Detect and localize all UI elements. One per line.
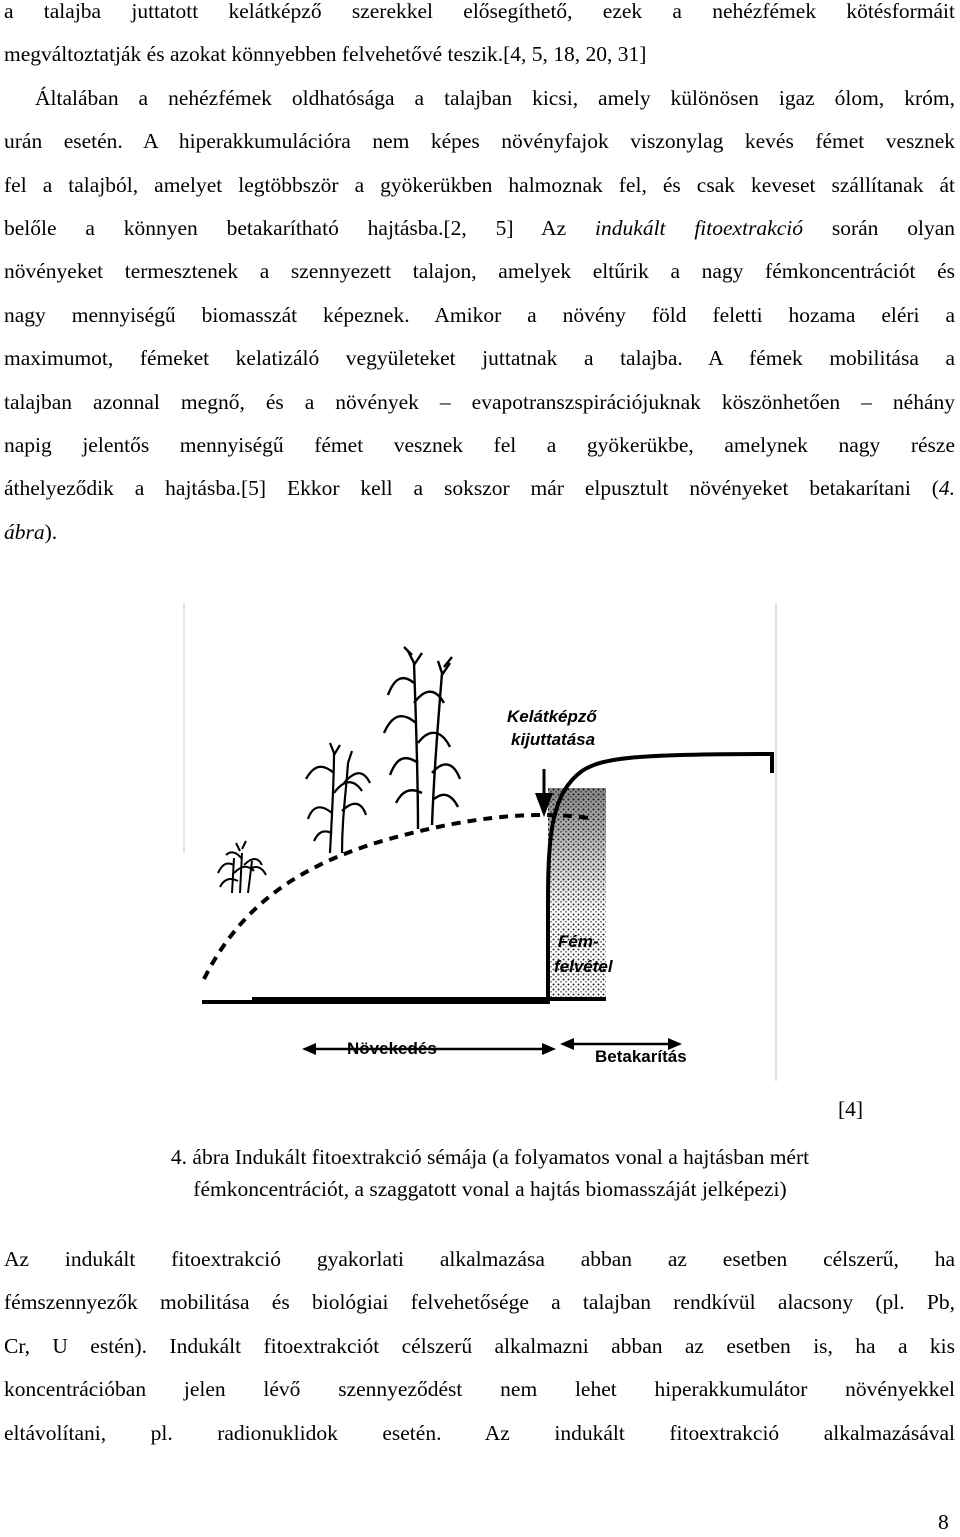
text-line: megváltoztatják és azokat könnyebben felvehetővé teszik.[4, 5, 18, 20, 31] — [4, 42, 647, 67]
text-line — [4, 467, 955, 510]
page-number: 8 — [938, 1510, 949, 1534]
figure-source-reference: [4] — [838, 1097, 864, 1121]
metal-concentration-curve — [202, 754, 772, 1002]
figure-ref-italic: 4. — [938, 476, 955, 501]
text-line: fémszennyezők mobilitása és biológiai felvehetősége a talajban rendkívül alacsony (pl. Pb, — [4, 1290, 955, 1315]
label-chelator-line1: Kelátképző — [507, 707, 597, 726]
plant-small-icon — [218, 841, 266, 893]
label-uptake-line1: Fém- — [558, 932, 599, 951]
text-line: Cr, U estén). Indukált fitoextrakciót célszerű alkalmazni abban az esetben is, ha a kis — [4, 1333, 955, 1358]
figure-svg — [182, 603, 778, 1081]
text-line — [4, 207, 955, 250]
figure-phytoextraction-scheme — [182, 603, 778, 1081]
text-run: során olyan — [803, 216, 955, 241]
figure-ref-italic: ábra — [4, 519, 45, 544]
caption-line: fémkoncentrációt, a szaggatott vonal a hajtás biomasszáját jelképezi) — [193, 1177, 787, 1201]
text-line: urán esetén. A hiperakkumulációra nem képes növényfajok viszonylag kevés fémet vesznek — [4, 129, 955, 154]
text-run: belőle a könnyen betakarítható hajtásba.[2, 5] Az — [4, 216, 596, 241]
text-line: fel a talajból, amelyet legtöbbször a gyökerükben halmoznak fel, és csak keveset szállítanak át — [4, 172, 955, 197]
label-uptake-line2: felvétel — [554, 957, 613, 976]
text-line: Általában a nehézfémek oldhatósága a talajban kicsi, amely különösen igaz ólom, króm, — [35, 85, 955, 110]
growth-arrow-left — [302, 1043, 316, 1055]
text-line: eltávolítani, pl. radionuklidok esetén. Az indukált fitoextrakció alkalmazásával — [4, 1420, 955, 1445]
figure-caption — [100, 1141, 880, 1205]
italic-term: indukált fitoextrakció — [595, 216, 803, 241]
text-line: Az indukált fitoextrakció gyakorlati alkalmazása abban az esetben célszerű, ha — [4, 1247, 955, 1271]
body-paragraph-1 — [4, 0, 955, 554]
plant-medium-icon — [306, 743, 370, 853]
text-line — [4, 511, 955, 554]
text-line: koncentrációban jelen lévő szennyeződést nem lehet hiperakkumulátor növényekkel — [4, 1377, 955, 1402]
text-run: ). — [44, 519, 58, 544]
label-chelator-line2: kijuttatása — [511, 730, 596, 749]
growth-arrow-right — [542, 1043, 556, 1055]
text-run: áthelyeződik a hajtásba.[5] Ekkor kell a sokszor már elpusztult növényeket betakarítani ( — [4, 476, 939, 501]
text-line: növényeket termesztenek a szennyezett talajon, amelyek eltűrik a nagy fémkoncentrációt és — [4, 259, 955, 284]
caption-line: 4. ábra Indukált fitoextrakció sémája (a folyamatos vonal a hajtásban mért — [170, 1145, 810, 1169]
text-line: a talajba juttatott kelátképző szerekkel elősegíthető, ezek a nehézfémek kötésformáit — [4, 0, 955, 23]
label-harvest: Betakarítás — [595, 1047, 687, 1066]
body-paragraph-2 — [4, 1238, 955, 1455]
text-line: napig jelentős mennyiségű fémet vesznek fel a gyökerükbe, amelynek nagy része — [4, 433, 955, 458]
text-line: maximumot, fémeket kelatizáló vegyületeket juttatnak a talajba. A fémek mobilitása a — [4, 346, 955, 371]
biomass-curve — [204, 815, 594, 979]
plant-tall-icon — [384, 647, 460, 829]
harvest-arrow-left — [560, 1038, 574, 1050]
text-line: talajban azonnal megnő, és a növények – evapotranszspirációjuknak köszönhetően – néhány — [4, 389, 955, 414]
text-line: nagy mennyiségű biomasszát képeznek. Amikor a növény föld feletti hozama eléri a — [4, 302, 955, 327]
label-growth: Növekedés — [347, 1039, 437, 1058]
